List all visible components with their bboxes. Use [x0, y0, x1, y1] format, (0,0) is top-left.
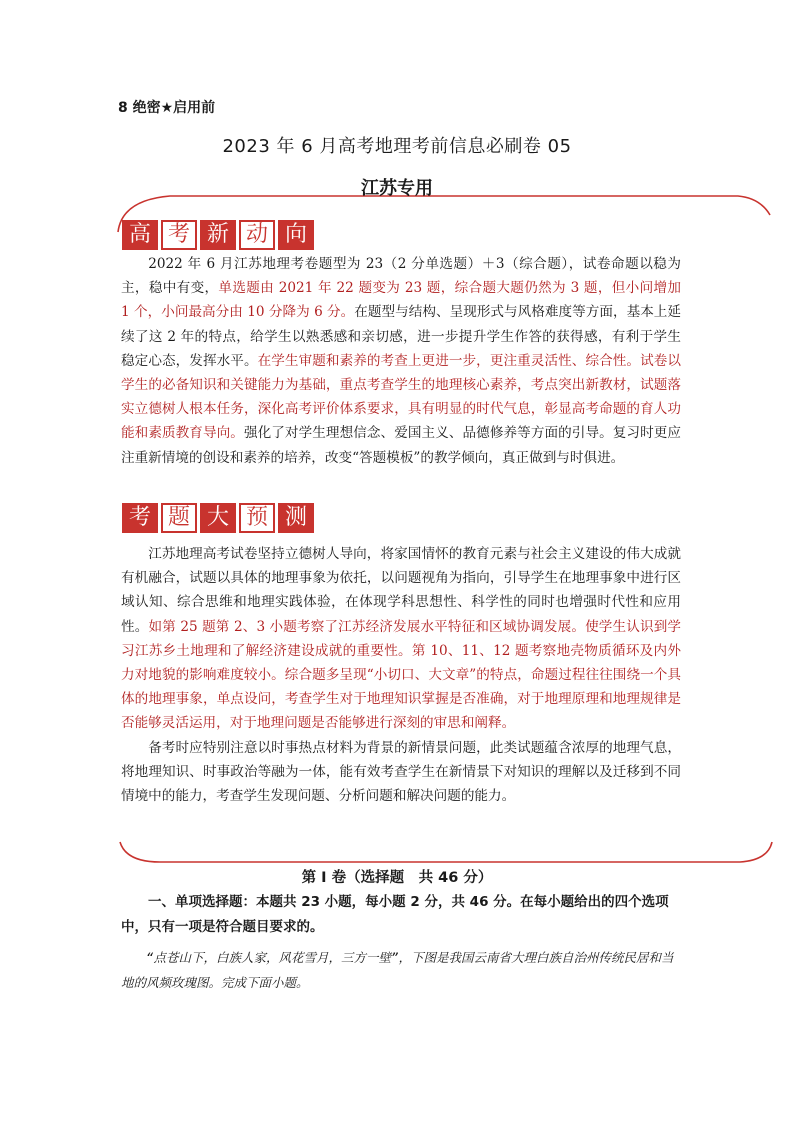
question-material — [121, 945, 681, 995]
text-span: 2022 年 6 月江苏地理考卷题型为 23（2 分单选题）＋3（综合题），试卷命题以稳为主，稳中有变， — [121, 256, 681, 297]
banner-char: 高 — [122, 220, 158, 250]
banner-char: 考 — [122, 503, 158, 533]
banner-char: 预 — [239, 503, 275, 533]
banner-exam-forecast — [122, 503, 314, 533]
forecast-paragraphs — [121, 542, 681, 808]
question-instructions — [121, 890, 681, 940]
banner-char: 大 — [200, 503, 236, 533]
banner-char: 题 — [161, 503, 197, 533]
confidential-label: 8 绝密★启用前 — [118, 100, 216, 116]
material-text: “点苍山下，白族人家，风花雪月，三方一壁”，下图是我国云南省大理白族自治州传统民居和当地的风频玫瑰图。完成下面小题。 — [121, 950, 674, 990]
banner-char: 考 — [161, 220, 197, 250]
banner-char: 新 — [200, 220, 236, 250]
instructions-text: 一、单项选择题：本题共 23 小题，每小题 2 分，共 46 分。在每小题给出的四个选项中，只有一项是符合题目要求的。 — [121, 894, 669, 935]
page-subtitle: 江苏专用 — [361, 178, 433, 199]
trends-paragraph — [121, 252, 681, 470]
text-span: 备考时应特别注意以时事热点材料为背景的新情景问题，此类试题蕴含浓厚的地理气息，将地理知识、时事政治等融为一体，能有效考查学生在新情景下对知识的理解以及迁移到不同情境中的能力，考查学生发现问题、分析问题和解决问题的能力。 — [121, 739, 681, 805]
highlight-text: 在学生审题和素养的考查上更进一步，更注重灵活性、综合性。试卷以学生的必备知识和关键能力为基础，重点考查学生的地理核心素养，考点突出新教材，试题落实立德树人根本任务，深化高考评价体系要求，具有明显的时代气息，彰显高考命题的育人功能和素质教育导向。 — [121, 352, 682, 442]
banner-char: 动 — [239, 220, 275, 250]
highlight-text: 如第 25 题第 2、3 小题考察了江苏经济发展水平特征和区域协调发展。使学生认识到学习江苏乡土地理和了解经济建设成就的重要性。第 10、11、12 题考察地壳物质循环及内外力对地貌的影响难度较小。综合题多呈现“小切口、大文章”的特点，命题过程往往围绕一个具体的地理事象，单点设问，考查学生对于地理知识掌握是否准确，对于地理原理和地理规律是否能够灵活运用，对于地理问题是否能够进行深刻的审思和阐释。 — [121, 618, 682, 732]
page-title: 2023 年 6 月高考地理考前信息必刷卷 05 — [222, 136, 572, 157]
text-span: 江苏地理高考试卷坚持立德树人导向，将家国情怀的教育元素与社会主义建设的伟大成就有机融合，试题以具体的地理事象为依托，以问题视角为指向，引导学生在地理事象中进行区域认知、综合思维和地理实践体验，在体现学科思想性、科学性的同时也增强时代性和应用性。 — [121, 546, 681, 635]
volume-heading: 第 I 卷（选择题 共 46 分） — [301, 870, 493, 886]
banner-char: 向 — [278, 220, 314, 250]
text-span: 在题型与结构、呈现形式与风格难度等方面，基本上延续了这 2 年的特点，给学生以熟悉感和亲切感，进一步提升学生作答的获得感，有利于学生稳定心态，发挥水平。 — [121, 304, 682, 369]
banner-char: 测 — [278, 503, 314, 533]
highlight-text: 单选题由 2021 年 22 题变为 23 题，综合题大题仍然为 3 题，但小问增加 1 个，小问最高分由 10 分降为 6 分。 — [121, 280, 682, 321]
text-span: 强化了对学生理想信念、爱国主义、品德修养等方面的引导。复习时更应注重新情境的创设和素养的培养，改变“答题模板”的教学倾向，真正做到与时俱进。 — [121, 425, 682, 466]
banner-exam-trends — [122, 220, 314, 250]
